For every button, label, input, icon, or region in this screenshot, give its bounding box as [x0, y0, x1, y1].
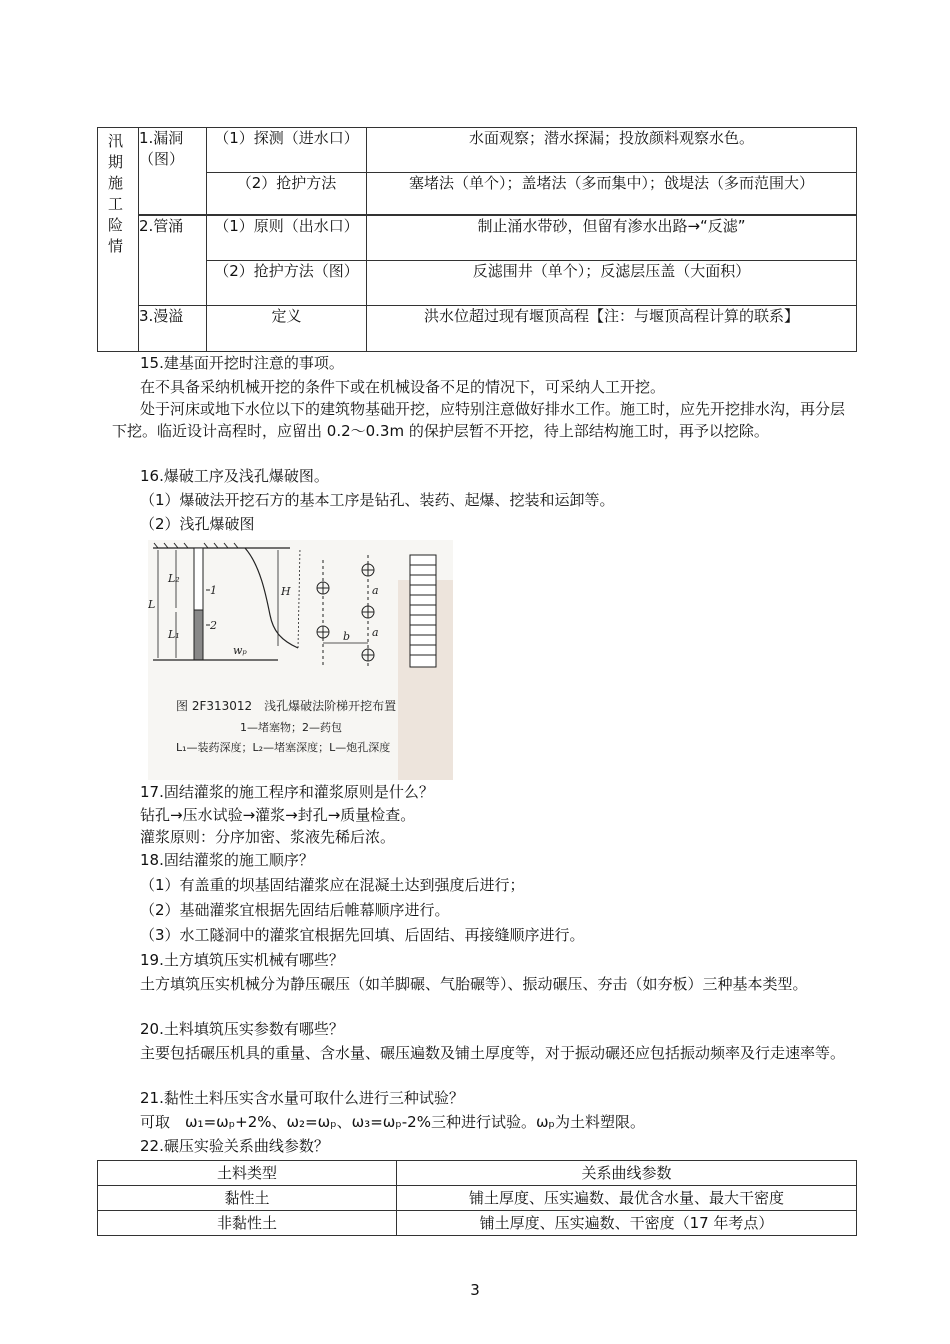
label-a-lower: a — [372, 626, 379, 639]
flood-category-cell — [98, 128, 139, 352]
flood-item-leak: 1.漏洞（图） — [139, 128, 207, 215]
page-number: 3 — [470, 1281, 480, 1299]
q19-title: 19.土方填筑压实机械有哪些？ — [140, 951, 344, 969]
label-1: 1 — [210, 584, 217, 597]
header-curve-params: 关系曲线参数 — [397, 1161, 857, 1186]
shallow-blasting-figure — [148, 540, 453, 780]
flood-hazard-table — [97, 127, 857, 352]
header-soil-type: 土料类型 — [98, 1161, 397, 1186]
q21-title: 21.黏性土料压实含水量可取什么进行三种试验？ — [140, 1089, 464, 1107]
figure-legend-1: 1—堵塞物；2—药包 — [240, 721, 342, 734]
table-row — [98, 1186, 857, 1211]
q18-title: 18.固结灌浆的施工顺序？ — [140, 851, 314, 869]
blasting-diagram — [148, 540, 453, 780]
q21-p1: 可取 ω₁=ωₚ+2%、ω₂=ωₚ、ω₃=ωₚ-2%三种进行试验。ωₚ为土料塑限。 — [140, 1113, 645, 1131]
cell-curve-params: 铺土厚度、压实遍数、干密度（17 年考点） — [397, 1211, 857, 1236]
flood-sub-cell: （1）探测（进水口） — [207, 128, 367, 173]
flood-content-cell: 洪水位超过现有堰顶高程【注：与堰顶高程计算的联系】 — [367, 306, 857, 352]
flood-content-cell: 塞堵法（单个）；盖堵法（多而集中）；戗堤法（多而范围大） — [367, 173, 857, 215]
q17-p2: 灌浆原则：分序加密、浆液先稀后浓。 — [140, 828, 396, 846]
label-L2: L₂ — [168, 572, 180, 585]
q17-title: 17.固结灌浆的施工程序和灌浆原则是什么？ — [140, 783, 434, 801]
q16-title: 16.爆破工序及浅孔爆破图。 — [140, 467, 329, 485]
q18-p1: （1）有盖重的坝基固结灌浆应在混凝土达到强度后进行； — [140, 876, 525, 894]
label-wp: wₚ — [233, 644, 247, 657]
flood-content-cell: 制止涌水带砂，但留有渗水出路→“反滤” — [367, 216, 857, 261]
label-L1: L₁ — [168, 628, 180, 641]
flood-content-cell: 水面观察；潜水探漏；投放颜料观察水色。 — [367, 128, 857, 173]
q16-p1: （1）爆破法开挖石方的基本工序是钻孔、装药、起爆、挖装和运卸等。 — [140, 491, 615, 509]
table-header-row — [98, 1161, 857, 1186]
label-b: b — [343, 630, 351, 643]
figure-caption: 图 2F313012 浅孔爆破法阶梯开挖布置 — [176, 699, 397, 713]
flood-sub-cell: （1）原则（出水口） — [207, 216, 367, 261]
label-a-upper: a — [372, 584, 379, 597]
q15-p1: 在不具备采纳机械开挖的条件下或在机械设备不足的情况下，可采纳人工开挖。 — [140, 378, 666, 396]
flood-sub-cell: 定义 — [207, 306, 367, 352]
table-row — [98, 1211, 857, 1236]
q15-p2: 处于河床或地下水位以下的建筑物基础开挖，应特别注意做好排水工作。施工时，应先开挖排水沟，再分层下挖。临近设计高程时，应留出 0.2～0.3m 的保护层暂不开挖，待上部结构施工时，再予以挖除。 — [112, 400, 846, 440]
cell-soil-type: 黏性土 — [98, 1186, 397, 1211]
flood-sub-cell: （2）抢护方法 — [207, 173, 367, 215]
figure-legend-2: L₁—装药深度；L₂—堵塞深度；L—炮孔深度 — [176, 741, 391, 754]
q22-title: 22.碾压实验关系曲线参数？ — [140, 1137, 329, 1155]
flood-content-cell: 反滤围井（单个）；反滤层压盖（大面积） — [367, 261, 857, 306]
flood-item-overflow: 3.漫溢 — [139, 306, 207, 352]
label-H: H — [281, 585, 291, 598]
q18-p2: （2）基础灌浆宜根据先固结后帷幕顺序进行。 — [140, 901, 450, 919]
cell-soil-type: 非黏性土 — [98, 1211, 397, 1236]
q17-p1: 钻孔→压水试验→灌浆→封孔→质量检查。 — [140, 806, 416, 824]
q18-p3: （3）水工隧洞中的灌浆宜根据先回填、后固结、再接缝顺序进行。 — [140, 926, 585, 944]
compaction-params-table — [97, 1160, 857, 1236]
label-L: L — [148, 598, 156, 611]
q20-title: 20.土料填筑压实参数有哪些？ — [140, 1020, 344, 1038]
flood-item-piping: 2.管涌 — [139, 216, 207, 306]
q15-title: 15.建基面开挖时注意的事项。 — [140, 354, 344, 372]
q16-p2: （2）浅孔爆破图 — [140, 515, 255, 533]
label-2: 2 — [210, 619, 217, 632]
q20-p1: 主要包括碾压机具的重量、含水量、碾压遍数及铺土厚度等，对于振动碾还应包括振动频率及行走速率等。 — [140, 1044, 846, 1062]
flood-category: 汛期施工险情 — [108, 132, 124, 255]
q19-p1: 土方填筑压实机械分为静压碾压（如羊脚碾、气胎碾等）、振动碾压、夯击（如夯板）三种基本类型。 — [140, 975, 808, 993]
flood-sub-cell: （2）抢护方法（图） — [207, 261, 367, 306]
cell-curve-params: 铺土厚度、压实遍数、最优含水量、最大干密度 — [397, 1186, 857, 1211]
